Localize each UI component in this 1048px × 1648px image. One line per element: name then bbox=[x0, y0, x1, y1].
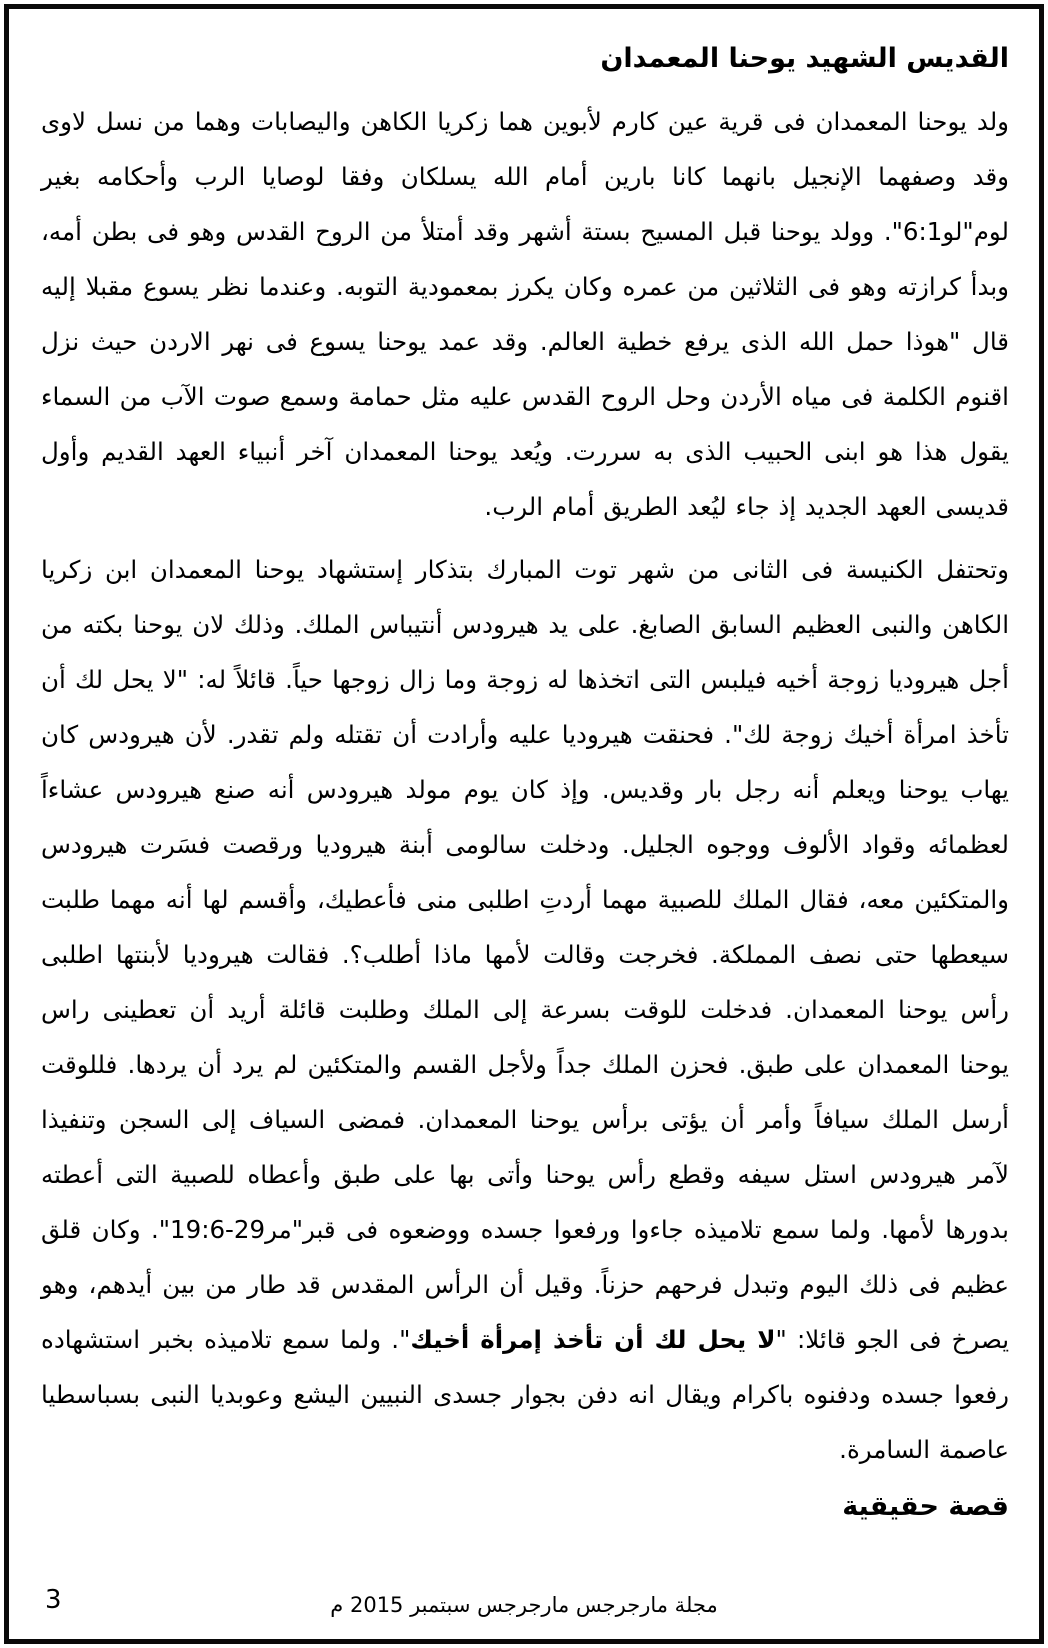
page-footer bbox=[9, 1585, 1039, 1625]
bold-quote-text: لا يحل لك أن تأخذ إمرأة أخيك bbox=[410, 1325, 776, 1354]
paragraph-martyrdom bbox=[41, 542, 1009, 1477]
section-heading-true-story: قصة حقيقية bbox=[842, 1491, 1009, 1522]
page-number: 3 bbox=[45, 1585, 62, 1615]
article-body bbox=[41, 43, 1010, 1522]
journal-issue-line: مجلة مارجرجس مارجرجس سبتمبر 2015 م bbox=[330, 1593, 718, 1617]
paragraph-martyrdom-text-2: ". ولما سمع تلاميذه بخبر استشهاده رفعوا جسده ودفنوه باكرام ويقال انه دفن بجوار جسدى النبيين اليشع وعوبديا النبى بسباسطيا عاصمة السامرة. bbox=[41, 1325, 1009, 1464]
magazine-page bbox=[4, 4, 1044, 1644]
page-title: القديس الشهيد يوحنا المعمدان bbox=[600, 43, 1009, 74]
paragraph-birth-of-john: ولد يوحنا المعمدان فى قرية عين كارم لأبوين هما زكريا الكاهن واليصابات وهما من نسل لاوى وقد وصفهما الإنجيل بانهما كانا بارين أمام الله يسلكان وفقا لوصايا الرب وأحكامه بغير لوم"لو6:1". وولد يوحنا قبل المسيح بستة أشهر وقد أمتلأ من الروح القدس وهو فى بطن أمه، وبدأ كرازته وهو فى الثلاثين من عمره وكان يكرز بمعمودية التوبه. وعندما نظر يسوع مقبلا إليه قال "هوذا حمل الله الذى يرفع خطية العالم. وقد عمد يوحنا يسوع فى نهر الاردن حيث نزل اقنوم الكلمة فى مياه الأردن وحل الروح القدس عليه مثل حمامة وسمع صوت الآب من السماء يقول هذا هو ابنى الحبيب الذى به سررت. ويُعد يوحنا المعمدان آخر أنبياء العهد القديم وأول قديسى العهد الجديد إذ جاء ليُعد الطريق أمام الرب. bbox=[41, 107, 1009, 521]
paragraph-martyrdom-text-1: وتحتفل الكنيسة فى الثانى من شهر توت المبارك بتذكار إستشهاد يوحنا المعمدان ابن زكريا الكاهن والنبى العظيم السابق الصابغ. على يد هيرودس أنتيباس الملك. وذلك لان يوحنا بكته من أجل هيروديا زوجة أخيه فيلبس التى اتخذها له زوجة وما زال زوجها حياً. قائلاً له: "لا يحل لك أن تأخذ امرأة أخيك زوجة لك". فحنقت هيروديا عليه وأرادت أن تقتله ولم تقدر. لأن هيرودس كان يهاب يوحنا ويعلم أنه رجل بار وقديس. وإذ كان يوم مولد هيرودس أنه صنع هيرودس عشاءاً لعظمائه وقواد الألوف ووجوه الجليل. ودخلت سالومى أبنة هيروديا ورقصت فسَرت هيرودس والمتكئين معه، فقال الملك للصبية مهما أردتِ اطلبى منى فأعطيك، وأقسم لها أنه مهما طلبت سيعطها حتى نصف المملكة. فخرجت وقالت لأمها ماذا أطلب؟. فقالت هيروديا لأبنتها اطلبى رأس يوحنا المعمدان. فدخلت للوقت بسرعة إلى الملك وطلبت قائلة أريد أن تعطينى راس يوحنا المعمدان على طبق. فحزن الملك جداً ولأجل القسم والمتكئين لم يرد أن يردها. فللوقت أرسل الملك سيافاً وأمر أن يؤتى برأس يوحنا المعمدان. فمضى السياف إلى السجن وتنفيذا لآمر هيرودس استل سيفه وقطع رأس يوحنا وأتى بها على طبق وأعطاه للصبية التى أعطته بدورها لأمها. ولما سمع تلاميذه جاءوا ورفعوا جسده ووضعوه فى قبر"مر29-19:6". وكان قلق عظيم فى ذلك اليوم وتبدل فرحهم حزناً. وقيل أن الرأس المقدس قد طار من بين أيدهم، وهو يصرخ فى الجو قائلا: " bbox=[41, 555, 1010, 1354]
